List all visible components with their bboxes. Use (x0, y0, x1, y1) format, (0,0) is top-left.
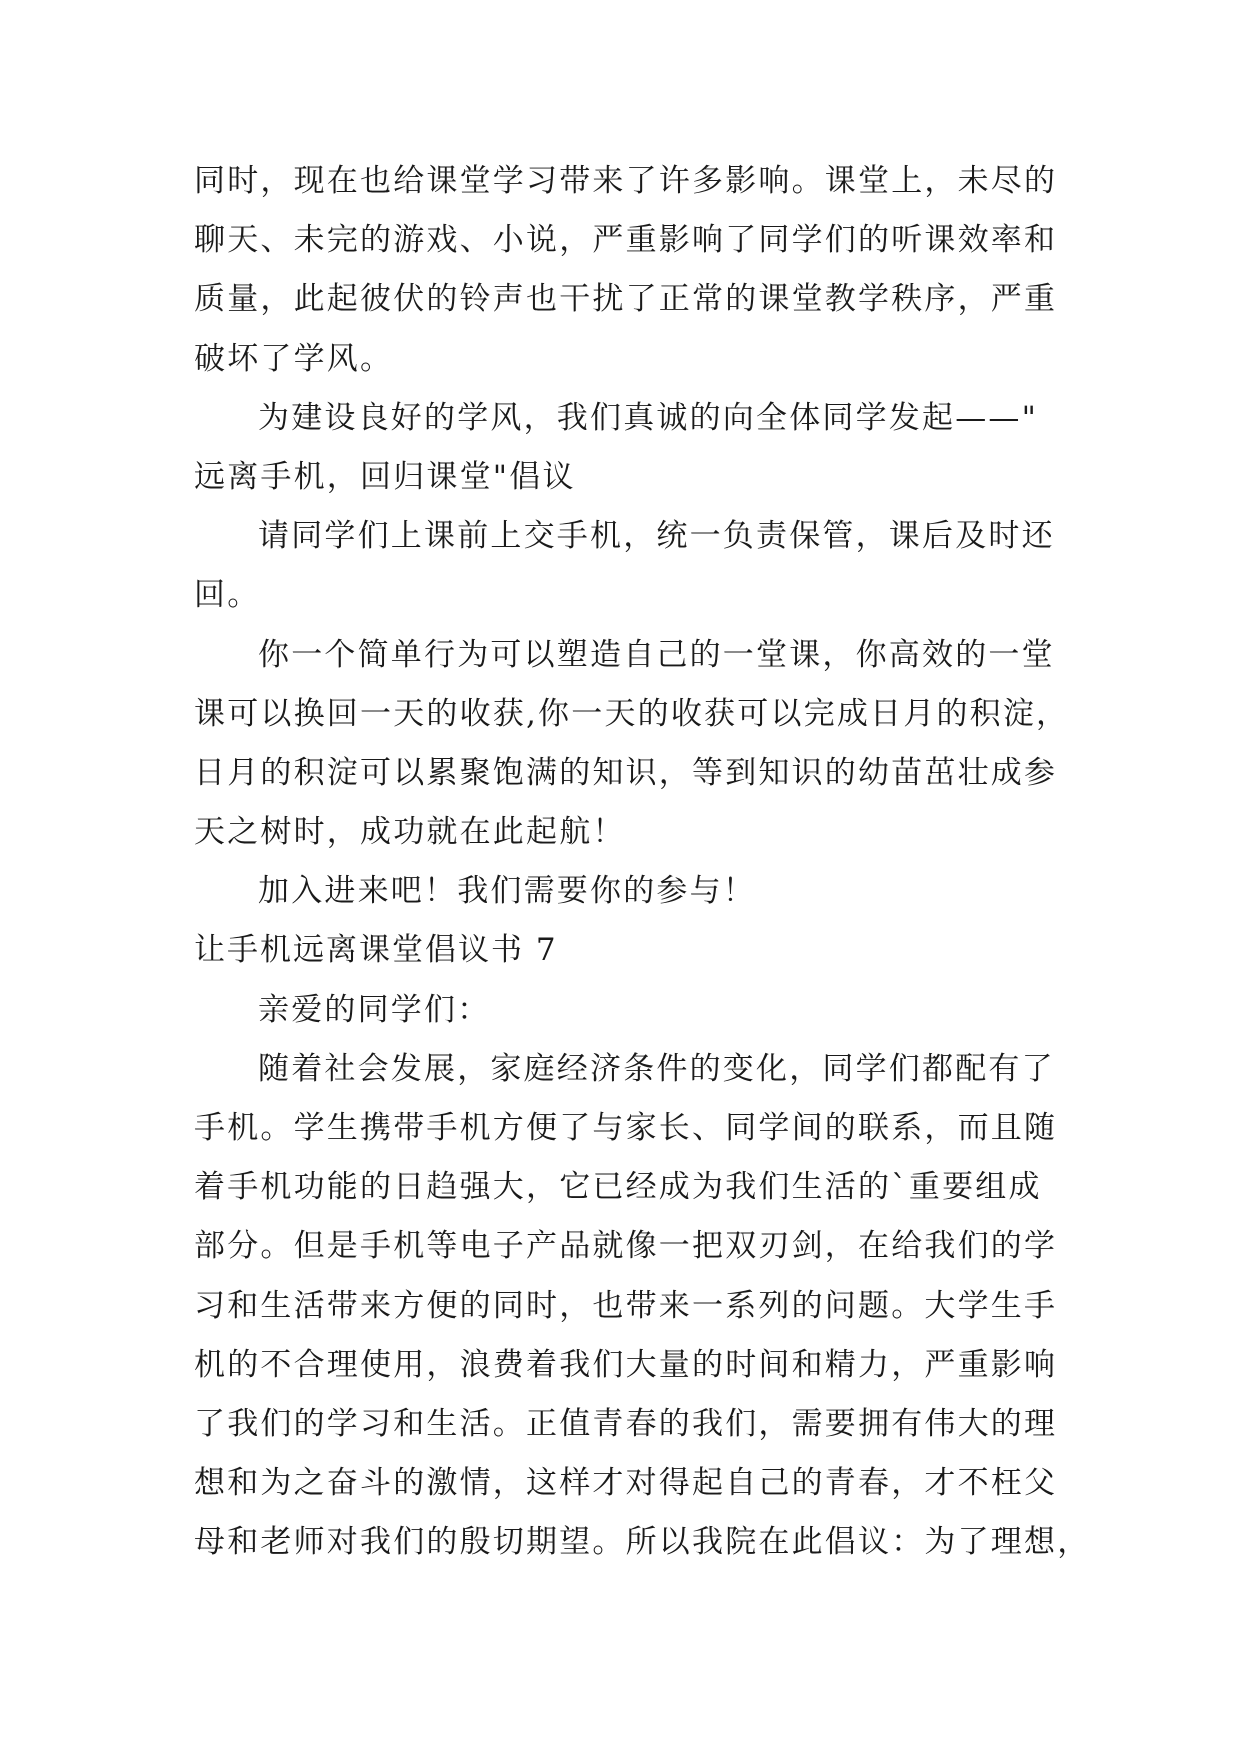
text-line: 天之树时，成功就在此起航！ (194, 814, 626, 851)
text-line: 想和为之奋斗的激情，这样才对得起自己的青春，才不枉父 (194, 1465, 1058, 1502)
section-heading: 让手机远离课堂倡议书 7 (194, 932, 558, 969)
text-line: 着手机功能的日趋强大，它已经成为我们生活的`重要组成 (194, 1169, 1042, 1206)
text-line: 母和老师对我们的殷切期望。所以我院在此倡议：为了理想， (194, 1524, 1091, 1561)
text-line: 远离手机，回归课堂"倡议 (194, 458, 576, 495)
salutation: 亲爱的同学们： (258, 991, 491, 1028)
text-line: 日月的积淀可以累聚饱满的知识，等到知识的幼苗茁壮成参 (194, 754, 1058, 791)
text-line: 课可以换回一天的收获,你一天的收获可以完成日月的积淀， (194, 695, 1070, 732)
text-line: 质量，此起彼伏的铃声也干扰了正常的课堂教学秩序，严重 (194, 281, 1058, 318)
paragraph-first-line: 为建设良好的学风，我们真诚的向全体同学发起——" (258, 399, 1039, 436)
text-line: 了我们的学习和生活。正值青春的我们，需要拥有伟大的理 (194, 1405, 1058, 1442)
paragraph-first-line: 随着社会发展，家庭经济条件的变化，同学们都配有了 (258, 1050, 1055, 1087)
paragraph-first-line: 你一个简单行为可以塑造自己的一堂课，你高效的一堂 (258, 636, 1055, 673)
text-line: 破坏了学风。 (194, 340, 394, 377)
text-line: 部分。但是手机等电子产品就像一把双刃剑，在给我们的学 (194, 1228, 1058, 1265)
text-line: 聊天、未完的游戏、小说，严重影响了同学们的听课效率和 (194, 222, 1058, 259)
text-line: 同时，现在也给课堂学习带来了许多影响。课堂上，未尽的 (194, 163, 1058, 199)
text-line: 回。 (194, 577, 261, 614)
paragraph-first-line: 加入进来吧！我们需要你的参与！ (258, 873, 756, 910)
document-page (194, 152, 1091, 1573)
text-line: 习和生活带来方便的同时，也带来一系列的问题。大学生手 (194, 1287, 1058, 1324)
text-line: 机的不合理使用，浪费着我们大量的时间和精力，严重影响 (194, 1346, 1058, 1383)
paragraph-first-line: 请同学们上课前上交手机，统一负责保管，课后及时还 (258, 518, 1055, 555)
text-line: 手机。学生携带手机方便了与家长、同学间的联系，而且随 (194, 1110, 1058, 1146)
